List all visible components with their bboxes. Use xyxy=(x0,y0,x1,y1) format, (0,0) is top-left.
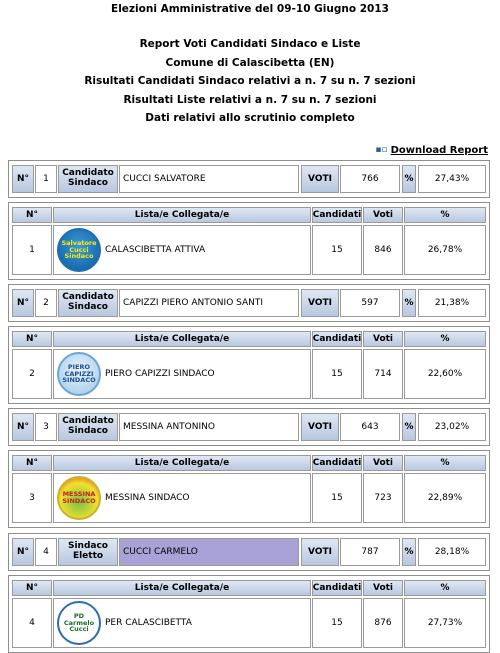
download-report-link[interactable] xyxy=(375,145,488,156)
candidate-block xyxy=(8,160,490,280)
list-votes: 876 xyxy=(363,598,403,648)
candidate-number: 3 xyxy=(35,413,57,441)
candidati-header: Candidati xyxy=(312,580,362,596)
list-candidati: 15 xyxy=(312,225,362,275)
list-number: 1 xyxy=(12,225,52,275)
list-number: 2 xyxy=(12,349,52,399)
candidate-number-label: N° xyxy=(12,165,34,193)
list-pct-header: % xyxy=(404,455,486,471)
candidate-role: Candidato Sindaco xyxy=(58,413,118,441)
voti-label: VOTI xyxy=(301,165,339,193)
list-pct-header: % xyxy=(404,580,486,596)
candidate-block xyxy=(8,284,490,404)
list-name-cell xyxy=(53,225,311,275)
candidati-header: Candidati xyxy=(312,207,362,223)
pct-label: % xyxy=(402,413,416,441)
list-logo xyxy=(57,228,101,272)
list-name-cell xyxy=(53,598,311,648)
list-votes-header: Voti xyxy=(363,455,403,471)
pct-label: % xyxy=(402,289,416,317)
list-votes: 723 xyxy=(363,473,403,523)
candidate-name: CUCCI SALVATORE xyxy=(119,165,299,193)
list-votes: 714 xyxy=(363,349,403,399)
list-pct: 26,78% xyxy=(404,225,486,275)
comune-title: Comune di Calascibetta (EN) xyxy=(165,57,335,69)
candidate-votes: 787 xyxy=(340,538,400,566)
candidate-number-label: N° xyxy=(12,413,34,441)
list-name-cell xyxy=(53,349,311,399)
list-name: MESSINA SINDACO xyxy=(105,493,190,503)
lists-table xyxy=(8,202,490,280)
list-logo xyxy=(57,476,101,520)
candidate-votes: 766 xyxy=(340,165,400,193)
candidate-row xyxy=(8,284,490,322)
pct-label: % xyxy=(402,538,416,566)
candidate-role: Candidato Sindaco xyxy=(58,165,118,193)
list-candidati: 15 xyxy=(312,349,362,399)
list-logo-text: PIERO CAPIZZI SINDACO xyxy=(62,362,96,385)
list-logo-text: PD Carmelo Cucci xyxy=(63,611,95,634)
candidate-name: CUCCI CARMELO xyxy=(119,538,299,566)
list-name: PER CALASCIBETTA xyxy=(105,618,192,628)
candidate-row xyxy=(8,160,490,198)
candidate-role: Sindaco Eletto xyxy=(58,538,118,566)
report-title: Report Voti Candidati Sindaco e Liste xyxy=(139,38,361,50)
list-pct-header: % xyxy=(404,331,486,347)
list-logo xyxy=(57,352,101,396)
list-votes: 846 xyxy=(363,225,403,275)
voti-label: VOTI xyxy=(301,289,339,317)
list-name-header: Lista/e Collegata/e xyxy=(53,331,311,347)
candidate-votes: 597 xyxy=(340,289,400,317)
list-name: PIERO CAPIZZI SINDACO xyxy=(105,369,215,379)
candidate-row xyxy=(8,533,490,571)
document-icon: ▪▫ xyxy=(375,145,388,155)
download-report-label[interactable]: Download Report xyxy=(390,145,488,156)
page-title: Elezioni Amministrative del 09-10 Giugno 2013 xyxy=(111,3,389,15)
candidate-pct: 27,43% xyxy=(418,165,486,193)
candidate-row xyxy=(8,408,490,446)
list-candidati: 15 xyxy=(312,473,362,523)
candidate-name: CAPIZZI PIERO ANTONIO SANTI xyxy=(119,289,299,317)
candidate-pct: 28,18% xyxy=(418,538,486,566)
candidati-header: Candidati xyxy=(312,331,362,347)
voti-label: VOTI xyxy=(301,413,339,441)
liste-sections-info: Risultati Liste relativi a n. 7 su n. 7 sezioni xyxy=(123,94,377,106)
candidate-pct: 23,02% xyxy=(418,413,486,441)
list-votes-header: Voti xyxy=(363,331,403,347)
list-name-header: Lista/e Collegata/e xyxy=(53,207,311,223)
list-number: 3 xyxy=(12,473,52,523)
lists-table xyxy=(8,326,490,404)
voti-label: VOTI xyxy=(301,538,339,566)
list-pct-header: % xyxy=(404,207,486,223)
list-logo-text: Salvatore Cucci Sindaco xyxy=(61,238,97,261)
candidate-role: Candidato Sindaco xyxy=(58,289,118,317)
list-number-header: N° xyxy=(12,455,52,471)
sindaco-sections-info: Risultati Candidati Sindaco relativi a n. 7 su n. 7 sezioni xyxy=(84,75,416,87)
candidate-name: MESSINA ANTONINO xyxy=(119,413,299,441)
lists-table xyxy=(8,450,490,528)
candidate-number-label: N° xyxy=(12,289,34,317)
list-number: 4 xyxy=(12,598,52,648)
list-name-header: Lista/e Collegata/e xyxy=(53,455,311,471)
candidate-votes: 643 xyxy=(340,413,400,441)
candidate-pct: 21,38% xyxy=(418,289,486,317)
list-pct: 22,89% xyxy=(404,473,486,523)
list-number-header: N° xyxy=(12,331,52,347)
pct-label: % xyxy=(402,165,416,193)
list-number-header: N° xyxy=(12,207,52,223)
candidate-number: 4 xyxy=(35,538,57,566)
list-pct: 22,60% xyxy=(404,349,486,399)
list-name-header: Lista/e Collegata/e xyxy=(53,580,311,596)
list-name: CALASCIBETTA ATTIVA xyxy=(105,245,206,255)
candidate-number-label: N° xyxy=(12,538,34,566)
lists-table xyxy=(8,575,490,653)
list-pct: 27,73% xyxy=(404,598,486,648)
candidate-block xyxy=(8,408,490,528)
list-number-header: N° xyxy=(12,580,52,596)
list-name-cell xyxy=(53,473,311,523)
list-votes-header: Voti xyxy=(363,580,403,596)
scrutinio-info: Dati relativi allo scrutinio completo xyxy=(145,112,355,124)
list-candidati: 15 xyxy=(312,598,362,648)
candidati-header: Candidati xyxy=(312,455,362,471)
candidate-block xyxy=(8,533,490,653)
list-votes-header: Voti xyxy=(363,207,403,223)
list-logo xyxy=(57,601,101,645)
candidate-number: 2 xyxy=(35,289,57,317)
list-logo-text: MESSINA SINDACO xyxy=(62,490,96,505)
candidate-number: 1 xyxy=(35,165,57,193)
